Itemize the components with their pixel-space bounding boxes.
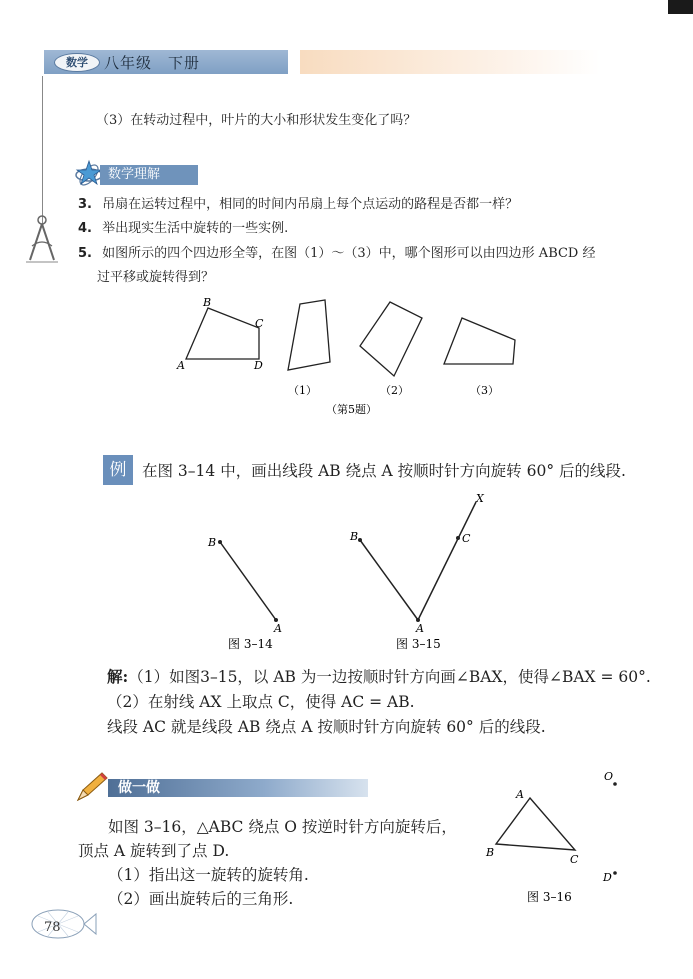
triangle-abc (496, 798, 575, 850)
corner-tab (668, 0, 693, 14)
segment-ab (220, 542, 276, 620)
label-b: B (208, 536, 217, 549)
example-text: 在图 3–14 中，画出线段 AB 绕点 A 按顺时针方向旋转 60° 后的线段. (142, 462, 626, 480)
solution-line-3: 线段 AC 就是线段 AB 绕点 A 按顺时针方向旋转 60° 后的线段. (107, 718, 546, 736)
label-c: C (255, 317, 264, 330)
activity-line-2: 顶点 A 旋转到了点 D. (78, 842, 230, 860)
problem-4 (78, 220, 288, 238)
ray-ax (418, 502, 476, 620)
figure-caption-3-15: 图 3–15 (396, 637, 441, 651)
solution-text: （1）如图3–15，以 AB 为一边按顺时针方向画∠BAX，使得∠BAX = 60°. (128, 668, 651, 686)
label-a: A (177, 359, 185, 372)
label-x: X (476, 492, 484, 505)
compass-icon (22, 212, 62, 264)
example-figures (190, 490, 510, 655)
activity-line-1: 如图 3–16，△ABC 绕点 O 按逆时针方向旋转后， (108, 818, 457, 836)
figure-caption-3-16: 图 3–16 (527, 890, 572, 904)
problem-5-cont: 过平移或旋转得到？ (97, 270, 215, 285)
activity-title: 做一做 (118, 780, 160, 796)
solution-label: 解: (107, 667, 129, 686)
solution-line-2: （2）在射线 AX 上取点 C，使得 AC = AB. (107, 693, 415, 711)
label-o: O (604, 770, 614, 783)
margin-rule (42, 76, 43, 226)
quad-3 (444, 318, 515, 364)
solution-line-1 (107, 666, 651, 688)
label-d: D (603, 871, 612, 884)
problem-5 (78, 245, 595, 263)
label-a-2: A (416, 622, 424, 635)
label-a: A (274, 622, 282, 635)
problem-text: 如图所示的四个四边形全等，在图（1）～（3）中，哪个图形可以由四边形 ABCD 经 (102, 246, 596, 261)
q3-subquestion: （3）在转动过程中，叶片的大小和形状发生变化了吗？ (96, 113, 417, 128)
figure-caption: （第5题） (326, 403, 377, 416)
quad-1 (288, 300, 330, 370)
quad-abcd (186, 308, 259, 359)
problem-3 (78, 196, 518, 214)
label-c: C (570, 853, 579, 866)
label-a: A (516, 788, 524, 801)
label-b-2: B (350, 530, 359, 543)
segment-ab-2 (360, 540, 418, 620)
figure-caption-3-14: 图 3–14 (228, 637, 273, 651)
example-badge: 例 (103, 455, 133, 485)
problem-text: 举出现实生活中旋转的一些实例. (102, 221, 289, 236)
page-number: 78 (44, 920, 61, 935)
sub-label-2: （2） (380, 384, 409, 397)
problem5-figure (170, 292, 540, 417)
label-b: B (486, 846, 495, 859)
label-c: C (462, 532, 471, 545)
sub-label-3: （3） (470, 384, 499, 397)
problem-number: 4. (78, 221, 92, 236)
triangle-figure (478, 770, 628, 910)
problem-text: 吊扇在运转过程中，相同的时间内吊扇上每个点运动的路程是否都一样？ (102, 197, 519, 212)
subject-badge: 数学 (54, 53, 100, 72)
pencil-icon (74, 770, 110, 804)
activity-line-3: （1）指出这一旋转的旋转角. (108, 866, 309, 884)
activity-line-4: （2）画出旋转后的三角形. (108, 890, 294, 908)
quad-2 (360, 302, 422, 376)
sub-label-1: （1） (288, 384, 317, 397)
section-title: 数学理解 (100, 165, 198, 185)
header-gradient (300, 50, 600, 74)
label-b: B (203, 296, 212, 309)
fish-emblem-icon (28, 904, 100, 944)
label-d: D (254, 359, 263, 372)
problem-number: 3. (78, 197, 92, 212)
problem-number: 5. (78, 246, 92, 261)
grade-label: 八年级 下册 (104, 54, 201, 72)
